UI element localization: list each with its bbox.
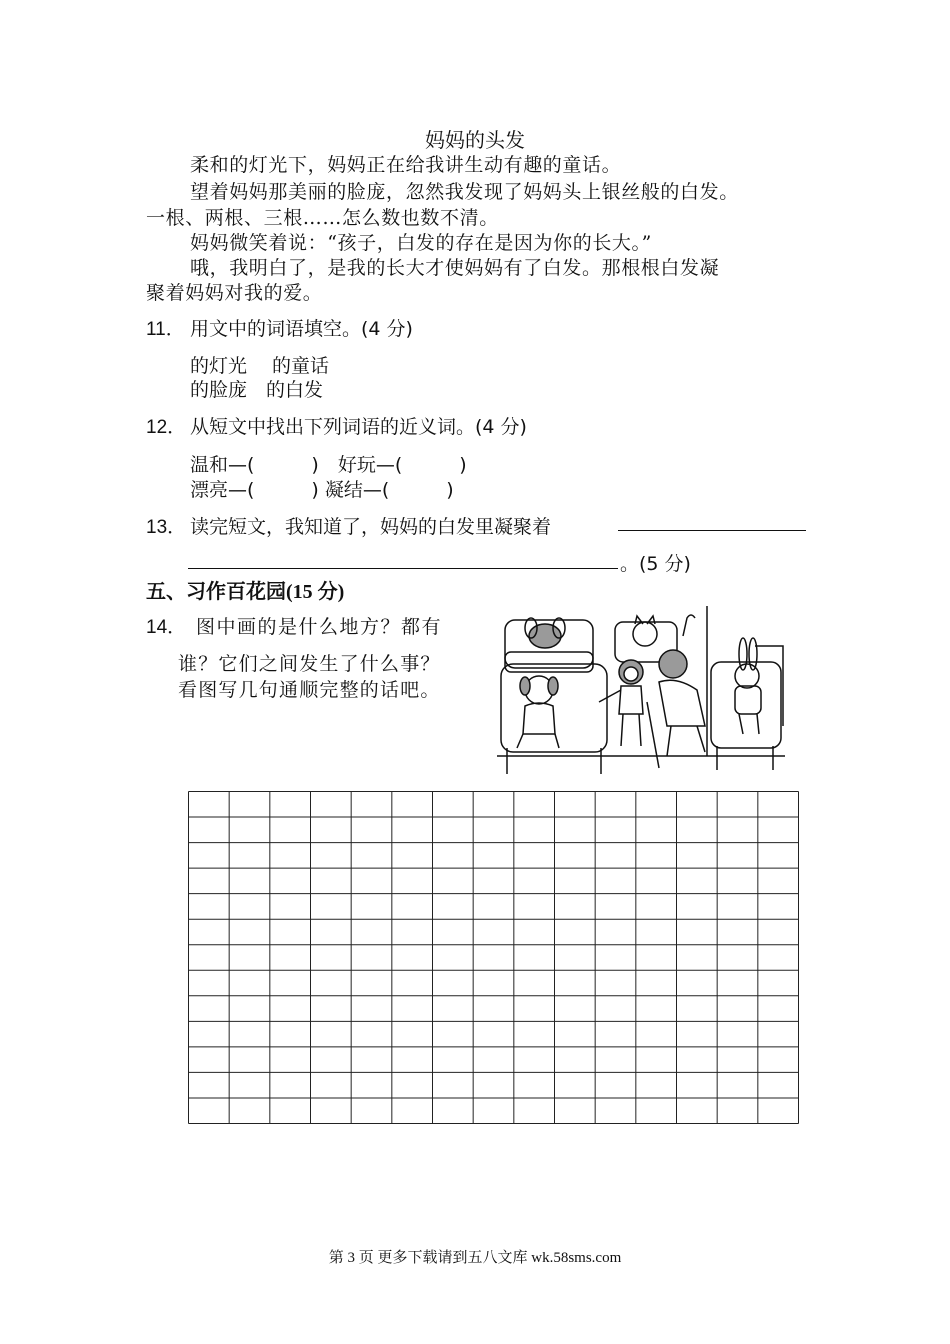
section-5-title: 五、习作百花园(15 分) xyxy=(146,581,345,603)
question-13-answer-line-1[interactable] xyxy=(618,530,806,531)
passage-paragraph-1: 柔和的灯光下，妈妈正在给我讲生动有趣的童话。 xyxy=(190,154,622,176)
passage-paragraph-4-line-1: 哦，我明白了，是我的长大才使妈妈有了白发。那根根白发凝 xyxy=(190,257,720,279)
passage-paragraph-4-line-2: 聚着妈妈对我的爱。 xyxy=(146,282,323,304)
question-12-blank-row-2[interactable]: 漂亮—( ) 凝结—( ) xyxy=(190,479,454,501)
question-11-text: 用文中的词语填空。(4 分) xyxy=(190,318,413,340)
question-12-text: 从短文中找出下列词语的近义词。(4 分) xyxy=(190,416,527,438)
question-14-line-3: 看图写几句通顺完整的话吧。 xyxy=(178,679,441,701)
question-12-blank-row-1[interactable]: 温和—( ) 好玩—( ) xyxy=(190,454,467,476)
question-12-number: 12． xyxy=(146,417,187,438)
page-footer: 第 3 页 更多下载请到五八文库 wk.58sms.com xyxy=(328,1250,622,1266)
question-14-number: 14． xyxy=(146,617,187,638)
passage-title: 妈妈的头发 xyxy=(425,128,525,152)
question-14-line-1: 图中画的是什么地方？都有 xyxy=(196,616,443,638)
question-13-answer-line-2[interactable] xyxy=(188,568,618,569)
question-11-number: 11． xyxy=(146,319,185,340)
question-13-text: 读完短文，我知道了，妈妈的白发里凝聚着 xyxy=(190,516,552,538)
question-13-score: 。(5 分) xyxy=(620,553,691,575)
bus-scene-illustration xyxy=(497,606,785,790)
question-11-blank-row-1[interactable]: 的灯光 的童话 xyxy=(190,355,330,377)
question-14-line-2: 谁？它们之间发生了什么事？ xyxy=(178,653,441,675)
question-13-number: 13． xyxy=(146,517,187,538)
writing-grid[interactable] xyxy=(188,791,799,1124)
passage-paragraph-3: 妈妈微笑着说：“孩子，白发的存在是因为你的长大。” xyxy=(190,232,652,254)
passage-paragraph-2-line-2: 一根、两根、三根……怎么数也数不清。 xyxy=(146,207,499,229)
passage-paragraph-2-line-1: 望着妈妈那美丽的脸庞，忽然我发现了妈妈头上银丝般的白发。 xyxy=(190,181,739,203)
question-11-blank-row-2[interactable]: 的脸庞 的白发 xyxy=(190,379,324,401)
